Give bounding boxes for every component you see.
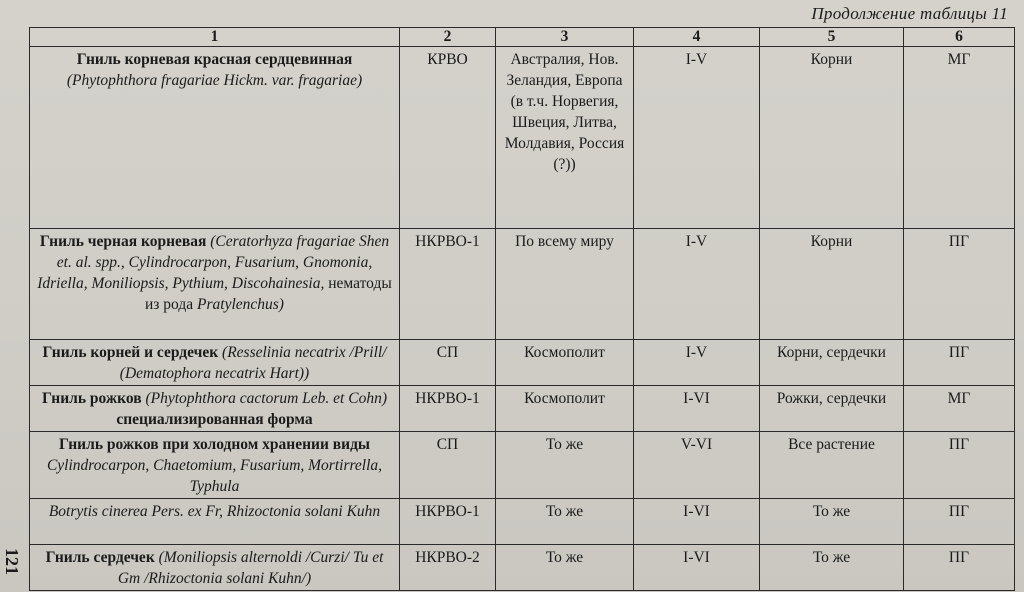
- table-header-row: [30, 28, 1015, 47]
- organ-cell: Рожки, сердечки: [760, 386, 904, 432]
- pathogen-latin: (Moniliopsis alternoldi /Curzi/ Tu et Gm /Rhizoctonia solani Kuhn/): [117, 549, 384, 587]
- distribution-cell: То же: [496, 432, 634, 499]
- disease-cell: [30, 386, 400, 432]
- pathogen-form: специализированная форма: [116, 411, 313, 428]
- months-cell: I-V: [634, 47, 760, 229]
- code-cell: ПГ: [904, 499, 1015, 545]
- distribution-cell: Космополит: [496, 386, 634, 432]
- table-row: [30, 432, 1015, 499]
- table-row: [30, 340, 1015, 386]
- disease-name: Гниль рожков при холодном хранении виды: [58, 436, 371, 453]
- distribution-cell: То же: [496, 499, 634, 545]
- disease-name: Гниль черная корневая: [39, 233, 207, 250]
- pathogen-latin: (Phytophthora cactorum Leb. et Cohn): [145, 390, 387, 407]
- table-row: [30, 386, 1015, 432]
- months-cell: I-VI: [634, 545, 760, 591]
- organ-cell: Корни: [760, 47, 904, 229]
- pathogen-latin: (Resselinia necatrix /Prill/ (Dematophora necatrix Hart)): [119, 344, 387, 382]
- table-row: [30, 545, 1015, 591]
- months-cell: I-VI: [634, 386, 760, 432]
- column-header-4: 4: [634, 28, 760, 47]
- code-cell: ПГ: [904, 545, 1015, 591]
- disease-cell: [30, 47, 400, 229]
- code-cell: МГ: [904, 47, 1015, 229]
- months-cell: I-V: [634, 340, 760, 386]
- pathogen-latin-end: Pratylenchus): [197, 296, 284, 313]
- organ-cell: То же: [760, 545, 904, 591]
- organ-cell: То же: [760, 499, 904, 545]
- status-cell: КРВО: [400, 47, 496, 229]
- pathogen-note: нематоды из рода: [145, 275, 392, 313]
- disease-name: Гниль рожков: [42, 390, 142, 407]
- code-cell: ПГ: [904, 340, 1015, 386]
- pathogen-latin: Botrytis cinerea Pers. ex Fr, Rhizoctonia solani Kuhn: [48, 503, 381, 520]
- disease-name: Гниль корневая красная сердцевинная: [76, 51, 353, 68]
- organ-cell: Корни: [760, 229, 904, 340]
- table-row: [30, 47, 1015, 229]
- code-cell: МГ: [904, 386, 1015, 432]
- disease-cell: [30, 340, 400, 386]
- months-cell: I-VI: [634, 499, 760, 545]
- status-cell: СП: [400, 340, 496, 386]
- disease-name: Гниль сердечек: [45, 549, 155, 566]
- disease-name: Гниль корней и сердечек: [42, 344, 219, 361]
- table-continuation-label: Продолжение таблицы 11: [811, 4, 1008, 23]
- status-cell: СП: [400, 432, 496, 499]
- disease-table: [29, 27, 1015, 591]
- status-cell: НКРВО-1: [400, 229, 496, 340]
- distribution-cell: По всему миру: [496, 229, 634, 340]
- disease-cell: [30, 432, 400, 499]
- status-cell: НКРВО-1: [400, 499, 496, 545]
- page-number: 121: [2, 548, 22, 575]
- distribution-cell: Австралия, Нов. Зеландия, Европа (в т.ч. Норвегия, Швеция, Литва, Молдавия, Россия (?)): [496, 47, 634, 229]
- code-cell: ПГ: [904, 432, 1015, 499]
- column-header-6: 6: [904, 28, 1015, 47]
- distribution-cell: То же: [496, 545, 634, 591]
- column-header-3: 3: [496, 28, 634, 47]
- status-cell: НКРВО-1: [400, 386, 496, 432]
- table-row: [30, 499, 1015, 545]
- months-cell: I-V: [634, 229, 760, 340]
- disease-cell: [30, 499, 400, 545]
- code-cell: ПГ: [904, 229, 1015, 340]
- disease-cell: [30, 545, 400, 591]
- pathogen-latin: Cylindrocarpon, Chaetomium, Fusarium, Mortirrella, Typhula: [46, 457, 383, 495]
- pathogen-latin: (Phytophthora fragariae Hickm. var. fragariae): [66, 72, 363, 89]
- status-cell: НКРВО-2: [400, 545, 496, 591]
- column-header-2: 2: [400, 28, 496, 47]
- column-header-5: 5: [760, 28, 904, 47]
- pathogen-latin: (Ceratorhyza fragariae Shen et. al. spp., Cylindrocarpon, Fusarium, Gnomonia, Idriella, Moniliopsis, Pythium, Discohainesia,: [37, 233, 390, 292]
- table-row: [30, 229, 1015, 340]
- organ-cell: Корни, сердечки: [760, 340, 904, 386]
- months-cell: V-VI: [634, 432, 760, 499]
- organ-cell: Все растение: [760, 432, 904, 499]
- disease-cell: [30, 229, 400, 340]
- distribution-cell: Космополит: [496, 340, 634, 386]
- column-header-1: 1: [30, 28, 400, 47]
